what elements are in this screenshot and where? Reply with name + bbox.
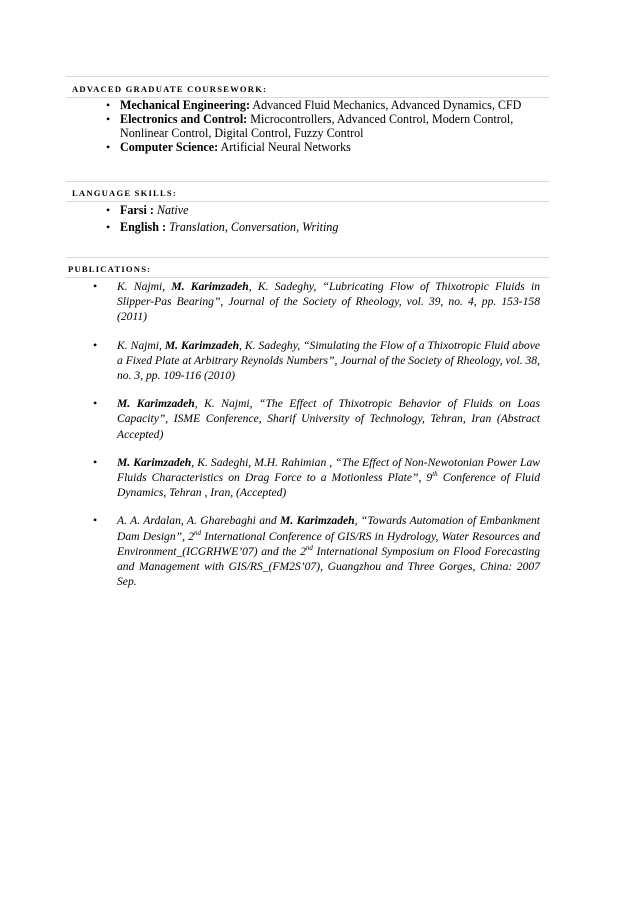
list-item: [100, 203, 545, 217]
item-text: Artificial Neural Networks: [218, 140, 351, 154]
pub-highlight-author: M. Karimzadeh: [164, 338, 240, 352]
publication-item: [88, 455, 540, 501]
language-heading: LANGUAGE SKILLS:: [72, 188, 177, 198]
publications-list: [88, 279, 540, 602]
item-text: Advanced Fluid Mechanics, Advanced Dynamics, CFD: [250, 98, 522, 112]
item-label: Computer Science:: [120, 140, 219, 154]
pub-highlight-author: M. Karimzadeh: [280, 514, 355, 528]
publication-item: [88, 279, 540, 325]
pub-details: , K. Sadeghi, M.H. Rahimian , “The Effect of Non-Newotonian Power Law Fluids Characteristics on Drag Force to a Motionless Plate”, 9: [117, 455, 540, 485]
item-label: Farsi :: [120, 203, 154, 217]
item-label: English :: [120, 220, 167, 234]
list-item: [100, 112, 545, 140]
pub-details-end: International Symposium on Flood Forecasting and Management with GIS/RS_(FM2S’07), Guangzhou and Three Gorges, China: 2007 Sep.: [117, 544, 541, 589]
coursework-list: [100, 98, 545, 154]
section-divider: [66, 76, 549, 77]
section-divider: [66, 181, 549, 182]
pub-details: , K. Sadeghy, “Simulating the Flow of a Thixotropic Fluid above a Fixed Plate at Arbitrary Reynolds Numbers”, Journal of the Society of Rheology, vol. 38, no. 3, pp. 109-116 (2010): [117, 338, 540, 383]
coursework-heading: ADVACED GRADUATE COURSEWORK:: [72, 84, 268, 94]
section-divider: [66, 201, 549, 202]
section-divider: [66, 257, 549, 258]
pub-highlight-author: M. Karimzadeh: [117, 455, 192, 469]
publication-item: [88, 513, 540, 589]
item-label: Electronics and Control:: [120, 112, 248, 126]
section-divider: [66, 277, 549, 278]
pub-details: , K. Sadeghy, “Lubricating Flow of Thixotropic Fluids in Slipper-Pas Bearing”, Journal of the Society of Rheology, vol. 39, no. 4, pp. 153-158 (2011): [117, 280, 540, 324]
list-item: [100, 140, 545, 154]
pub-authors-pre: K. Najmi,: [117, 338, 165, 352]
ordinal-suffix: nd: [305, 543, 313, 552]
item-label: Mechanical Engineering:: [120, 98, 250, 112]
publication-item: [88, 338, 540, 384]
pub-authors-pre: K. Najmi,: [117, 280, 172, 293]
list-item: [100, 220, 545, 234]
pub-details: , K. Najmi, “The Effect of Thixotropic Behavior of Fluids on Loas Capacity”, ISME Conference, Sharif University of Technology, Tehran, Iran (Abstract Accepted): [117, 397, 540, 441]
item-text: Microcontrollers, Advanced Control, Modern Control, Nonlinear Control, Digital Control, Fuzzy Control: [120, 112, 514, 140]
list-item: [100, 98, 545, 112]
item-text: Native: [153, 203, 189, 217]
pub-details-cont: International Conference of GIS/RS in Hydrology, Water Resources and Environment_(ICGRHWE’07) and the 2: [117, 529, 540, 558]
pub-highlight-author: M. Karimzadeh: [117, 397, 195, 411]
pub-highlight-author: M. Karimzadeh: [171, 280, 249, 293]
pub-details: , “Towards Automation of Embankment Dam Design”, 2: [117, 514, 540, 543]
ordinal-suffix: th: [432, 470, 438, 479]
pub-authors-pre: A. A. Ardalan, A. Gharebaghi and: [117, 514, 281, 528]
item-text: Translation, Conversation, Writing: [166, 220, 339, 234]
publications-heading: PUBLICATIONS:: [68, 264, 152, 274]
pub-details-cont: Conference of Fluid Dynamics, Tehran , Iran, (Accepted): [117, 471, 540, 500]
ordinal-suffix: nd: [194, 528, 202, 537]
language-list: [100, 203, 545, 234]
publication-item: [88, 396, 540, 442]
